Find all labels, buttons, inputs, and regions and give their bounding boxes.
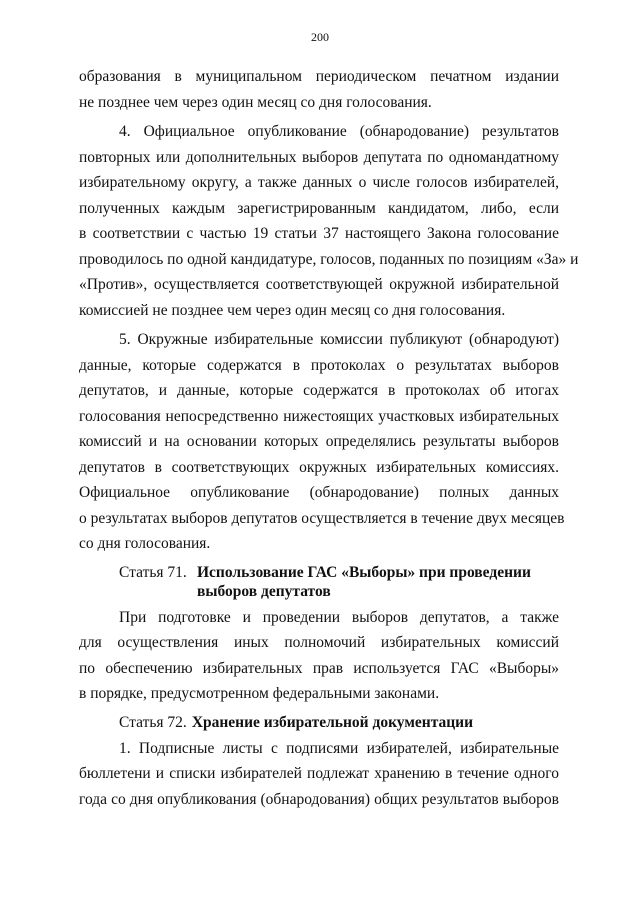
text-line: бюллетени и списки избирателей подлежат хранению в течение одного: [79, 765, 559, 782]
text-line: «Против», осуществляется соответствующей окружной избирательной: [79, 276, 559, 293]
paragraph-4: [79, 119, 579, 323]
text-line: депутатов в соответствующих окружных избирательных комиссиях.: [79, 458, 559, 476]
text-line: образования в муниципальном периодическом печатном издании: [79, 68, 559, 85]
text-line: депутатов, и данные, которые содержатся в протоколах об итогах: [79, 382, 559, 399]
text-line: в порядке, предусмотренном федеральными законами.: [79, 685, 440, 702]
article-72-body: [79, 736, 559, 813]
text-line: проводилось по одной кандидатуре, голосов, поданных по позициям «За» и: [79, 250, 579, 268]
text-line: 4. Официальное опубликование (обнародование) результатов: [119, 123, 559, 140]
text-line: не позднее чем через один месяц со дня голосования.: [79, 93, 432, 111]
text-line: данные, которые содержатся в протоколах о результатах выборов: [79, 356, 559, 374]
text-line: 5. Окружные избирательные комиссии публикуют (обнародуют): [119, 331, 559, 348]
article-71-body: [79, 605, 559, 707]
text-line: о результатах выборов депутатов осуществляется в течение двух месяцев: [79, 509, 565, 527]
text-line: голосования непосредственно нижестоящих участковых избирательных: [79, 407, 559, 425]
text-line: Официальное опубликование (обнародование) полных данных: [79, 484, 559, 501]
intro-paragraph: [79, 64, 559, 115]
text-line: 1. Подписные листы с подписями избирателей, избирательные: [119, 739, 559, 757]
text-line: избирательному округу, а также данных о числе голосов избирателей,: [79, 174, 559, 191]
text-line: для осуществления иных полномочий избирательных комиссий: [79, 634, 559, 651]
article-title: Использование ГАС «Выборы» при проведении выборов депутатов: [197, 563, 531, 600]
text-line: в соответствии с частью 19 статьи 37 настоящего Закона голосование: [79, 225, 559, 242]
text-line: полученных каждым зарегистрированным кандидатом, либо, если: [79, 199, 559, 217]
text-line: со дня голосования.: [79, 535, 211, 552]
text-line: При подготовке и проведении выборов депутатов, а также: [119, 608, 559, 626]
text-line: по обеспечению избирательных прав используется ГАС «Выборы»: [79, 659, 559, 677]
text-line: года со дня опубликования (обнародования) общих результатов выборов: [79, 790, 559, 808]
article-72-heading: [79, 713, 559, 732]
article-number: Статья 71.: [119, 563, 187, 581]
page-number: 200: [311, 30, 329, 44]
document-body: [79, 64, 579, 812]
article-title: Хранение избирательной документации: [191, 713, 474, 731]
article-71-heading: [79, 563, 559, 601]
text-line: комиссий и на основании которых определялись результаты выборов: [79, 433, 559, 450]
paragraph-5: [79, 327, 565, 557]
text-line: повторных или дополнительных выборов депутата по одномандатному: [79, 148, 559, 166]
text-line: комиссией не позднее чем через один месяц со дня голосования.: [79, 301, 506, 319]
article-number: Статья 72.: [119, 713, 187, 731]
